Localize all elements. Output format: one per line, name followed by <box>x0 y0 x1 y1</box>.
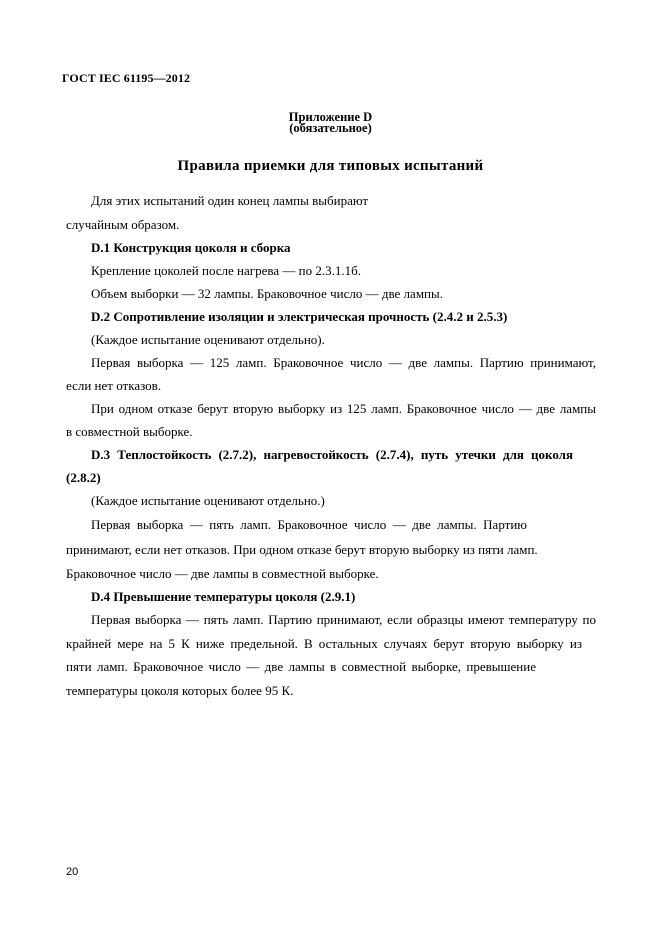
section-d2-line-2: Первая выборка — 125 ламп. Браковочное число — две лампы. Партию принимают, <box>91 355 596 370</box>
section-d2-heading: D.2 Сопротивление изоляции и электрическая прочность (2.4.2 и 2.5.3) <box>91 309 508 324</box>
section-d4-heading: D.4 Превышение температуры цоколя (2.9.1) <box>91 589 356 604</box>
section-d3-line-2: Первая выборка — пять ламп. Браковочное число — две лампы. Партию <box>91 517 527 532</box>
section-d3-line-3: принимают, если нет отказов. При одном отказе берут вторую выборку из пяти ламп. <box>66 542 538 557</box>
intro-line-2: случайным образом. <box>66 217 180 232</box>
section-d2-line-5: в совместной выборке. <box>66 424 193 439</box>
section-d3-heading: D.3 Теплостойкость (2.7.2), нагревостойкость (2.7.4), путь утечки для цоколя <box>91 447 573 462</box>
section-d2-line-3: если нет отказов. <box>66 378 162 393</box>
section-d1-line-2: Объем выборки — 32 лампы. Браковочное число — две лампы. <box>91 286 443 301</box>
section-d4-line-1: Первая выборка — пять ламп. Партию принимают, если образцы имеют температуру по <box>91 612 596 627</box>
section-d3-heading-cont: (2.8.2) <box>66 470 101 485</box>
section-d3-line-1: (Каждое испытание оценивают отдельно.) <box>91 493 325 508</box>
page-number: 20 <box>66 866 79 878</box>
page-title: Правила приемки для типовых испытаний <box>177 158 484 174</box>
section-d2-line-4: При одном отказе берут вторую выборку из 125 ламп. Браковочное число — две лампы <box>91 401 596 416</box>
section-d1-line-1: Крепление цоколей после нагрева — по 2.3.1.1б. <box>91 263 361 278</box>
section-d4-line-4: температуры цоколя которых более 95 К. <box>66 683 294 698</box>
appendix-label: Приложение D <box>288 110 373 124</box>
section-d4-line-2: крайней мере на 5 К ниже предельной. В остальных случаях берут вторую выборку из <box>66 636 582 651</box>
section-d2-line-1: (Каждое испытание оценивают отдельно). <box>91 332 325 347</box>
section-d1-heading: D.1 Конструкция цоколя и сборка <box>91 240 291 255</box>
section-d4-line-3: пяти ламп. Браковочное число — две лампы в совместной выборке, превышение <box>66 659 536 674</box>
section-d3-line-4: Браковочное число — две лампы в совместной выборке. <box>66 566 379 581</box>
standard-code: ГОСТ IEC 61195—2012 <box>62 71 191 85</box>
appendix-status: (обязательное) <box>289 121 372 135</box>
intro-line-1: Для этих испытаний один конец лампы выбирают <box>91 193 369 208</box>
